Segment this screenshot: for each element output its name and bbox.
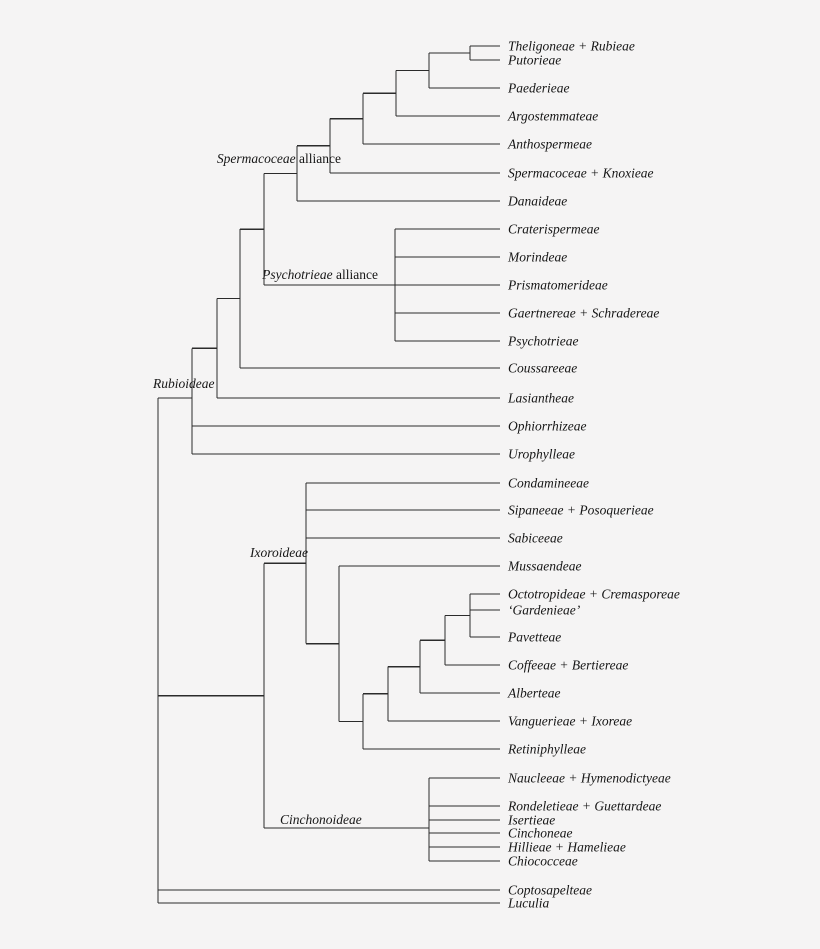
taxon-label: ‘Gardenieae’ (508, 602, 581, 618)
taxon-label: Paederieae (508, 80, 570, 96)
clade-label: Psychotrieae alliance (262, 267, 378, 282)
taxon-label: Anthospermeae (508, 136, 592, 152)
taxon-label: Craterispermeae (508, 221, 600, 237)
taxon-label: Lasiantheae (508, 390, 574, 406)
taxon-label: Luculia (508, 895, 550, 911)
taxon-label: Vanguerieae + Ixoreae (508, 713, 633, 729)
taxon-label: Morindeae (508, 249, 568, 265)
taxon-label: Theligoneae + Rubieae (508, 38, 635, 54)
taxon-label: Psychotrieae (508, 333, 579, 349)
taxon-label: Mussaendeae (508, 558, 582, 574)
taxon-label: Sipaneeae + Posoquerieae (508, 502, 654, 518)
clade-label: Ixoroideae (250, 545, 308, 560)
taxon-label: Pavetteae (508, 629, 562, 645)
taxon-label: Putorieae (508, 52, 562, 68)
taxon-label: Coussareeae (508, 360, 578, 376)
taxon-label: Alberteae (508, 685, 561, 701)
clade-label: Rubioideae (153, 376, 215, 391)
clade-label: Cinchonoideae (280, 812, 362, 827)
taxon-label: Octotropideae + Cremasporeae (508, 586, 680, 602)
taxon-label: Isertieae (508, 812, 556, 828)
taxon-label: Gaertnereae + Schradereae (508, 305, 660, 321)
taxon-label: Rondeletieae + Guettardeae (508, 798, 662, 814)
taxon-label: Argostemmateae (508, 108, 599, 124)
taxon-label: Danaideae (508, 193, 568, 209)
taxon-label: Condamineeae (508, 475, 589, 491)
taxon-label: Retiniphylleae (508, 741, 586, 757)
taxon-label: Urophylleae (508, 446, 575, 462)
taxon-label: Spermacoceae + Knoxieae (508, 165, 654, 181)
taxon-label: Coffeeae + Bertiereae (508, 657, 629, 673)
taxon-label: Coptosapelteae (508, 882, 592, 898)
taxon-label: Prismatomerideae (508, 277, 608, 293)
taxon-label: Ophiorrhizeae (508, 418, 587, 434)
taxon-label: Naucleeae + Hymenodictyeae (508, 770, 671, 786)
taxon-label: Cinchoneae (508, 825, 573, 841)
taxon-label: Chiococceae (508, 853, 578, 869)
taxon-label: Sabiceeae (508, 530, 563, 546)
clade-label: Spermacoceae alliance (216, 151, 341, 166)
taxon-label: Hillieae + Hamelieae (508, 839, 626, 855)
